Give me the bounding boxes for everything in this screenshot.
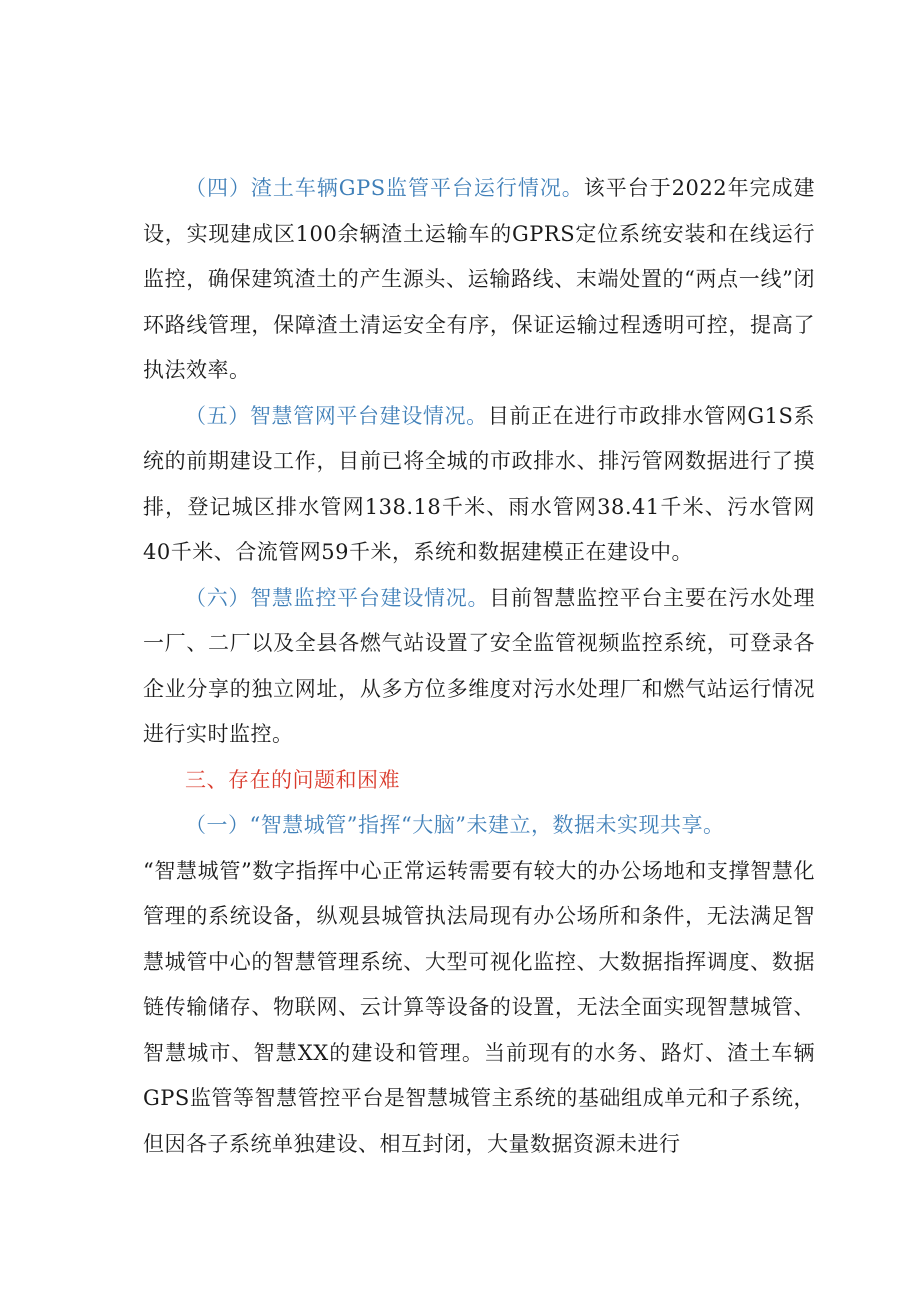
paragraph-heading: （五）智慧管网平台建设情况。: [185, 403, 488, 428]
sub-heading: （一）“智慧城管”指挥“大脑”未建立，数据未实现共享。: [185, 813, 725, 837]
document-page: [143, 166, 815, 1167]
section-title: 三、存在的问题和困难: [185, 767, 400, 792]
paragraph-monitoring-platform: [143, 576, 815, 758]
paragraph-body: 该平台于2022年完成建设，实现建成区100余辆渣土运输车的GPRS定位系统安装和在线运行监控，确保建筑渣土的产生源头、运输路线、末端处置的“两点一线”闭环路线管理，保障渣土清运安全有序，保证运输过程透明可控，提高了执法效率。: [143, 176, 815, 382]
paragraph-final-body: “智慧城管”数字指挥中心正常运转需要有较大的办公场地和支撑智慧化管理的系统设备，纵观县城管执法局现有办公场所和条件，无法满足智慧城管中心的智慧管理系统、大型可视化监控、大数据指挥调度、数据链传输储存、物联网、云计算等设备的设置，无法全面实现智慧城管、智慧城市、智慧XX的建设和管理。当前现有的水务、路灯、渣土车辆GPS监管等智慧管控平台是智慧城管主系统的基础组成单元和子系统，但因各子系统单独建设、相互封闭，大量数据资源未进行: [143, 858, 815, 1156]
paragraph-pipe-network: [143, 394, 815, 576]
paragraph-heading: （四）渣土车辆GPS监管平台运行情况。: [185, 176, 584, 200]
paragraph-body: 目前正在进行市政排水管网G1S系统的前期建设工作，目前已将全城的市政排水、排污管网数据进行了摸排，登记城区排水管网138.18千米、雨水管网38.41千米、污水管网40千米、合流管网59千米，系统和数据建模正在建设中。: [143, 403, 816, 564]
paragraph-heading: （六）智慧监控平台建设情况。: [185, 585, 490, 610]
paragraph-body: 目前智慧监控平台主要在污水处理一厂、二厂以及全县各燃气站设置了安全监管视频监控系统，可登录各企业分享的独立网址，从多方位多维度对污水处理厂和燃气站运行情况进行实时监控。: [143, 585, 815, 746]
paragraph-gps-platform: [143, 166, 815, 394]
